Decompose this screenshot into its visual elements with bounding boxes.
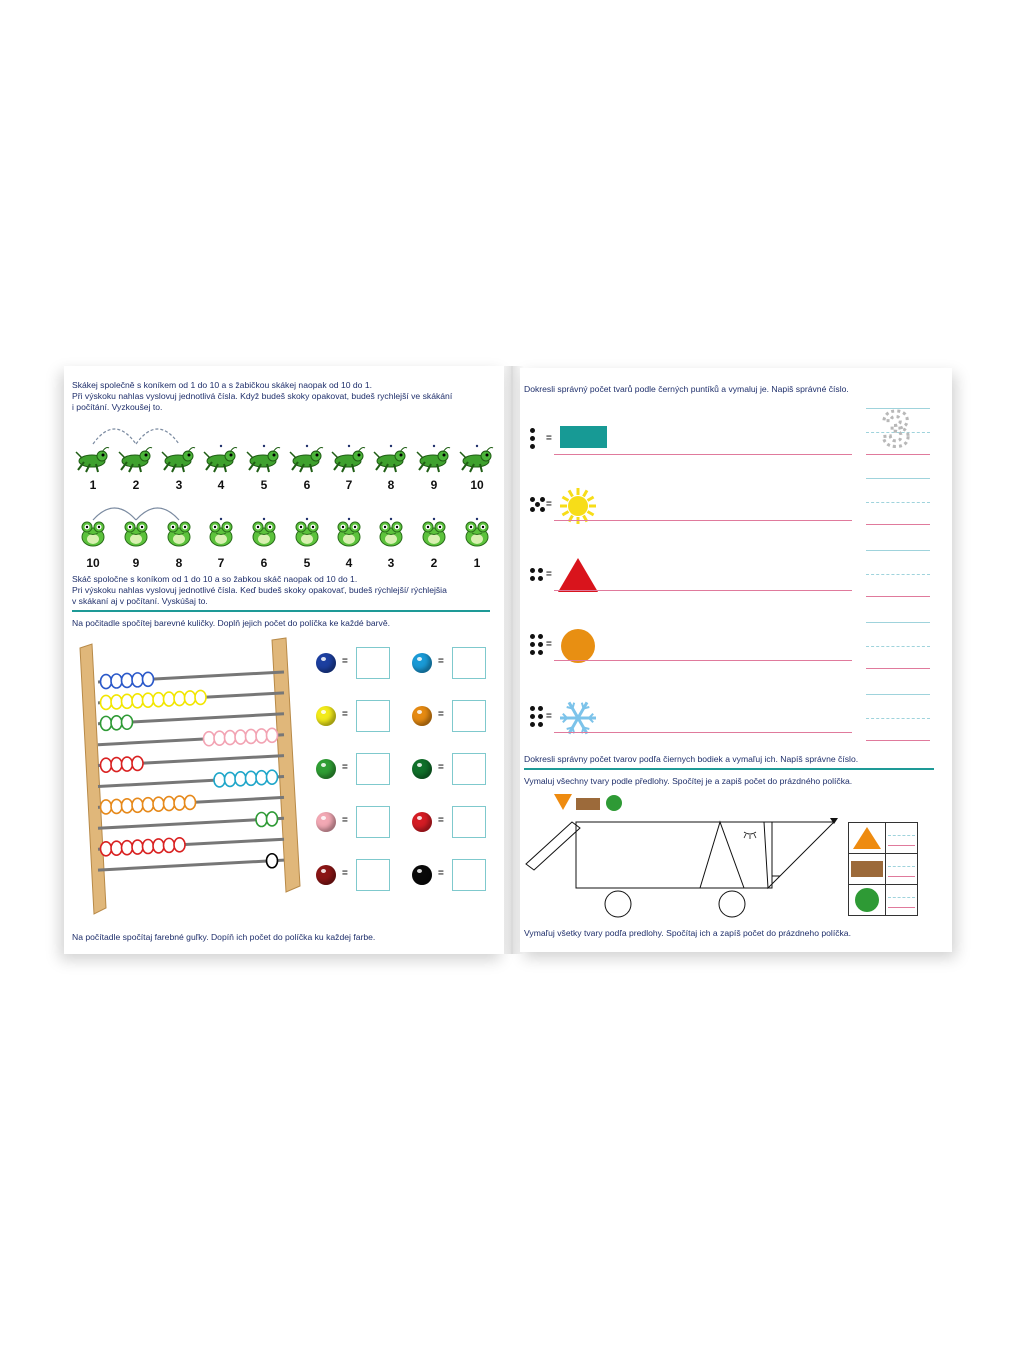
grasshopper-number: 10 (470, 478, 484, 492)
equals-sign: = (546, 639, 552, 650)
grasshopper-icon (204, 444, 238, 474)
abacus-bead (122, 841, 133, 855)
cz-instruction-line-1: Skákej společně s koníkem od 1 do 10 a s žabičkou skákej naopak od 10 do 1. (72, 380, 373, 390)
abacus-bead (174, 692, 185, 706)
frog-number: 2 (430, 556, 438, 570)
bead-count-answer-box[interactable] (356, 859, 390, 891)
abacus-bead (256, 813, 267, 827)
bead-count-answer-box[interactable] (356, 700, 390, 732)
template-circle (606, 795, 622, 811)
equals-sign: = (342, 815, 348, 826)
practice-top-line (866, 550, 930, 551)
bead-count-answer-box[interactable] (356, 647, 390, 679)
black-dot (530, 576, 535, 581)
frog-icon (207, 518, 235, 548)
colored-bead-icon (412, 653, 432, 673)
abacus-bead (111, 758, 122, 772)
frog-icon (420, 518, 448, 548)
abacus-bead (111, 674, 122, 688)
black-dot (538, 576, 543, 581)
abacus-bead (122, 694, 133, 708)
abacus-bead (225, 731, 236, 745)
bead-count-answer-box[interactable] (452, 806, 486, 838)
abacus-bead (153, 797, 164, 811)
jump-arc (93, 429, 136, 444)
count-table-frame (848, 822, 918, 916)
practice-base-line (866, 596, 930, 597)
abacus-bead (101, 842, 112, 856)
shapes-instruction-sk: Vymaľuj všetky tvary podľa predlohy. Spočítaj ich a zapíš počet do prázdneho políčka. (524, 928, 851, 938)
abacus-bead (122, 799, 133, 813)
frog-icon (377, 518, 405, 548)
abacus-bead (214, 731, 225, 745)
black-dot (530, 497, 535, 502)
frog-icon (122, 518, 150, 548)
equals-sign: = (342, 656, 348, 667)
traced-number-3 (876, 401, 916, 457)
abacus-bead (101, 675, 112, 689)
abacus-bead (204, 732, 215, 746)
bead-count-answer-box[interactable] (356, 753, 390, 785)
template-rectangle (576, 798, 600, 810)
equals-sign: = (342, 868, 348, 879)
abacus-bead (174, 838, 185, 852)
black-dot (530, 714, 535, 719)
abacus-instruction-cz: Na počitadle spočítej barevné kuličky. Doplň jejich počet do políčka ke každé barvě. (72, 618, 390, 628)
shape-count-answer-cell[interactable] (886, 854, 917, 884)
writing-baseline (554, 454, 852, 455)
black-dot (540, 507, 545, 512)
abacus-bead (122, 673, 133, 687)
equals-sign: = (546, 711, 552, 722)
grasshopper-icon (76, 444, 110, 474)
practice-mid-line (866, 574, 930, 575)
frog-number: 10 (86, 556, 100, 570)
triangle-icon (853, 827, 881, 849)
abacus-bead (267, 770, 278, 784)
equals-sign: = (438, 656, 444, 667)
dots-instruction-sk: Dokresli správny počet tvarov podľa čiernych bodiek a vymaľuj ich. Napíš správne číslo. (524, 754, 859, 764)
abacus-bead (111, 695, 122, 709)
section-divider (72, 610, 490, 612)
black-dot (538, 642, 543, 647)
equals-sign: = (438, 762, 444, 773)
grasshopper-number: 3 (175, 478, 183, 492)
frog-icon (165, 518, 193, 548)
bead-count-answer-box[interactable] (452, 753, 486, 785)
grasshopper-number: 8 (387, 478, 395, 492)
abacus-bead (185, 691, 196, 705)
abacus-bead (101, 800, 112, 814)
count-table-icons (849, 823, 885, 915)
abacus-bead (153, 839, 164, 853)
cell-midline (888, 897, 915, 898)
section-divider-right (524, 768, 934, 770)
black-dot (530, 634, 535, 639)
sk-instruction-line-1: Skáč spoločne s koníkom od 1 do 10 a so žabkou skáč naopak od 10 do 1. (72, 574, 358, 584)
dots-instruction-cz: Dokresli správný počet tvarů podle černých puntíků a vymaluj je. Napiš správné číslo. (524, 384, 849, 394)
grasshopper-number: 6 (303, 478, 311, 492)
abacus-bead (101, 716, 112, 730)
abacus-bead (122, 757, 133, 771)
practice-mid-line (866, 502, 930, 503)
abacus-bead (132, 840, 143, 854)
abacus-bead (164, 692, 175, 706)
black-dot (530, 722, 535, 727)
car-antenna (830, 818, 838, 824)
abacus-bead (256, 771, 267, 785)
grasshopper-number: 2 (132, 478, 140, 492)
abacus-bead (174, 796, 185, 810)
writing-baseline (554, 520, 852, 521)
sk-instruction-line-2: Pri výskoku nahlas vyslovuj jednotlivé čísla. Keď budeš skoky opakovať, budeš rýchlejší/ rýchlejšia (72, 585, 447, 595)
practice-base-line (866, 668, 930, 669)
bead-count-answer-box[interactable] (452, 859, 486, 891)
grasshopper-icon (332, 444, 366, 474)
frog-number: 8 (175, 556, 183, 570)
abacus-bead (267, 854, 278, 868)
abacus-right-frame (272, 638, 300, 892)
frog-number: 1 (473, 556, 481, 570)
abacus-bead (195, 690, 206, 704)
equals-sign: = (546, 499, 552, 510)
bead-count-answer-box[interactable] (452, 647, 486, 679)
abacus-bead (111, 799, 122, 813)
abacus-wire (98, 860, 284, 870)
equals-sign: = (438, 709, 444, 720)
abacus-bead (153, 693, 164, 707)
grasshopper-icon (119, 444, 153, 474)
black-dot (530, 507, 535, 512)
abacus-bead (132, 756, 143, 770)
black-dot (538, 634, 543, 639)
colored-bead-icon (412, 865, 432, 885)
shape-count-answer-cell[interactable] (886, 885, 917, 915)
cell-baseline (888, 876, 915, 877)
black-dot (538, 568, 543, 573)
shape-count-answer-cell[interactable] (886, 823, 917, 853)
colored-bead-icon (316, 653, 336, 673)
abacus-bead (267, 812, 278, 826)
equals-sign: = (546, 569, 552, 580)
cell-midline (888, 835, 915, 836)
practice-mid-line (866, 646, 930, 647)
right-page (520, 368, 952, 952)
grasshopper-icon (374, 444, 408, 474)
abacus-bead (111, 841, 122, 855)
grasshopper-number: 4 (217, 478, 225, 492)
sk-instruction-line-3: v skákaní aj v počítaní. Vyskúšaj to. (72, 596, 208, 606)
abacus-bead (235, 772, 246, 786)
equals-sign: = (438, 868, 444, 879)
colored-bead-icon (316, 812, 336, 832)
grasshopper-number: 1 (89, 478, 97, 492)
grasshopper-icon (460, 444, 494, 474)
abacus (72, 638, 312, 928)
grasshopper-number: 5 (260, 478, 268, 492)
practice-base-line (866, 740, 930, 741)
black-dot (530, 428, 535, 433)
black-dot (530, 444, 535, 449)
cell-baseline (888, 907, 915, 908)
colored-bead-icon (316, 759, 336, 779)
abacus-bead (246, 729, 257, 743)
cz-instruction-line-2: Při výskoku nahlas vyslovuj jednotlivá čísla. Když budeš skoky opakovat, budeš rychlejší ve skákání (72, 391, 453, 401)
left-page (64, 366, 504, 954)
grasshopper-number: 7 (345, 478, 353, 492)
abacus-bead (214, 773, 225, 787)
practice-top-line (866, 622, 930, 623)
abacus-bead (185, 795, 196, 809)
template-triangle (554, 794, 572, 810)
traced-number-3-text: 3 (882, 401, 910, 457)
black-dot (538, 650, 543, 655)
frog-icon (79, 518, 107, 548)
abacus-bead (164, 838, 175, 852)
abacus-bead (111, 716, 122, 730)
practice-base-line (866, 524, 930, 525)
grasshopper-icon (290, 444, 324, 474)
grasshopper-number: 9 (430, 478, 438, 492)
frog-number: 6 (260, 556, 268, 570)
cz-instruction-line-3: i počítání. Vyzkoušej to. (72, 402, 163, 412)
abacus-bead (143, 798, 154, 812)
black-dot (530, 706, 535, 711)
cell-midline (888, 866, 915, 867)
equals-sign: = (546, 433, 552, 444)
practice-mid-line (866, 718, 930, 719)
grasshopper-icon (417, 444, 451, 474)
abacus-bead (225, 772, 236, 786)
frog-number: 3 (387, 556, 395, 570)
equals-sign: = (342, 762, 348, 773)
abacus-bead (132, 694, 143, 708)
frog-icon (293, 518, 321, 548)
practice-top-line (866, 694, 930, 695)
abacus-bead (122, 715, 133, 729)
frog-number: 4 (345, 556, 353, 570)
black-dot (538, 706, 543, 711)
abacus-bead (256, 729, 267, 743)
frog-icon (335, 518, 363, 548)
writing-baseline (554, 590, 852, 591)
bead-count-answer-box[interactable] (452, 700, 486, 732)
abacus-bead (132, 673, 143, 687)
abacus-instruction-sk: Na počítadle spočítaj farebné guľky. Dopíň ich počet do políčka ku každej farbe. (72, 932, 376, 942)
black-dot (540, 497, 545, 502)
grasshopper-icon (162, 444, 196, 474)
black-dot (538, 722, 543, 727)
frog-icon (463, 518, 491, 548)
abacus-bead (143, 693, 154, 707)
bead-count-answer-box[interactable] (356, 806, 390, 838)
frog-number: 7 (217, 556, 225, 570)
black-dot (538, 714, 543, 719)
frog-number: 5 (303, 556, 311, 570)
black-dot (530, 568, 535, 573)
black-dot (530, 650, 535, 655)
writing-baseline (554, 732, 852, 733)
car-outline (526, 822, 834, 917)
jump-arc (136, 429, 179, 444)
grasshopper-icon (247, 444, 281, 474)
colored-bead-icon (412, 812, 432, 832)
shapes-instruction-cz: Vymaluj všechny tvary podle předlohy. Spočítej je a zapiš počet do prázdného políčka. (524, 776, 853, 786)
black-dot (535, 502, 540, 507)
abacus-bead (164, 797, 175, 811)
colored-bead-icon (412, 706, 432, 726)
shape-car-picture (524, 792, 844, 922)
rectangle-icon (851, 861, 883, 877)
frog-icon (250, 518, 278, 548)
abacus-bead (235, 730, 246, 744)
abacus-bead (143, 672, 154, 686)
equals-sign: = (342, 709, 348, 720)
abacus-bead (132, 798, 143, 812)
abacus-bead (101, 695, 112, 709)
black-dot (530, 436, 535, 441)
writing-baseline (554, 660, 852, 661)
frog-number: 9 (132, 556, 140, 570)
colored-bead-icon (412, 759, 432, 779)
equals-sign: = (438, 815, 444, 826)
colored-bead-icon (316, 706, 336, 726)
abacus-bead (143, 840, 154, 854)
black-dot (530, 642, 535, 647)
abacus-bead (101, 758, 112, 772)
circle-icon (855, 888, 879, 912)
colored-bead-icon (316, 865, 336, 885)
practice-top-line (866, 478, 930, 479)
abacus-bead (246, 771, 257, 785)
cell-baseline (888, 845, 915, 846)
abacus-bead (267, 728, 278, 742)
